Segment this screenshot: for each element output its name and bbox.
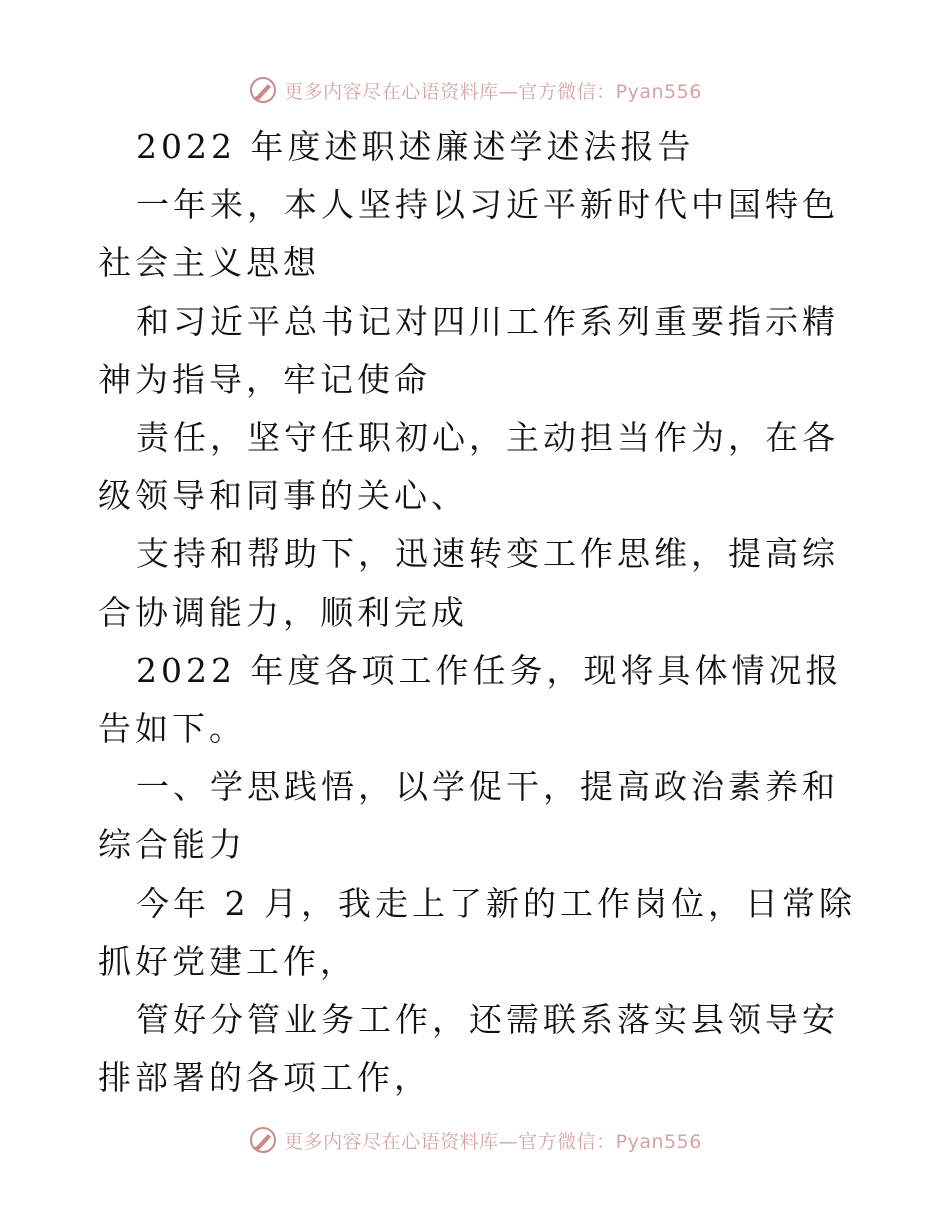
paragraph: 2022 年度各项工作任务，现将具体情况报告如下。 bbox=[98, 650, 843, 749]
footer-watermark-banner bbox=[0, 1120, 950, 1160]
watermark-text: 更多内容尽在心语资料库—官方微信：Pyan556 bbox=[284, 80, 702, 103]
document-body bbox=[98, 118, 858, 1107]
header-watermark-banner bbox=[0, 70, 950, 110]
pen-logo-icon bbox=[248, 75, 278, 105]
report-title: 2022 年度述职述廉述学述法报告 bbox=[136, 127, 695, 166]
pen-logo-icon bbox=[248, 1125, 278, 1155]
paragraph: 和习近平总书记对四川工作系列重要指示精神为指导，牢记使命 bbox=[98, 301, 839, 399]
paragraph: 今年 2 月，我走上了新的工作岗位，日常除抓好党建工作， bbox=[98, 883, 856, 981]
paragraph: 责任，坚守任职初心，主动担当作为，在各级领导和同事的关心、 bbox=[98, 418, 839, 516]
paragraph: 管好分管业务工作，还需联系落实县领导安排部署的各项工作， bbox=[98, 1000, 839, 1098]
paragraph: 支持和帮助下，迅速转变工作思维，提高综合协调能力，顺利完成 bbox=[98, 534, 839, 632]
paragraph: 一年来，本人坚持以习近平新时代中国特色社会主义思想 bbox=[98, 185, 839, 283]
section-heading: 一、学思践悟，以学促干，提高政治素养和综合能力 bbox=[98, 767, 839, 865]
watermark-text: 更多内容尽在心语资料库—官方微信：Pyan556 bbox=[284, 1130, 702, 1153]
